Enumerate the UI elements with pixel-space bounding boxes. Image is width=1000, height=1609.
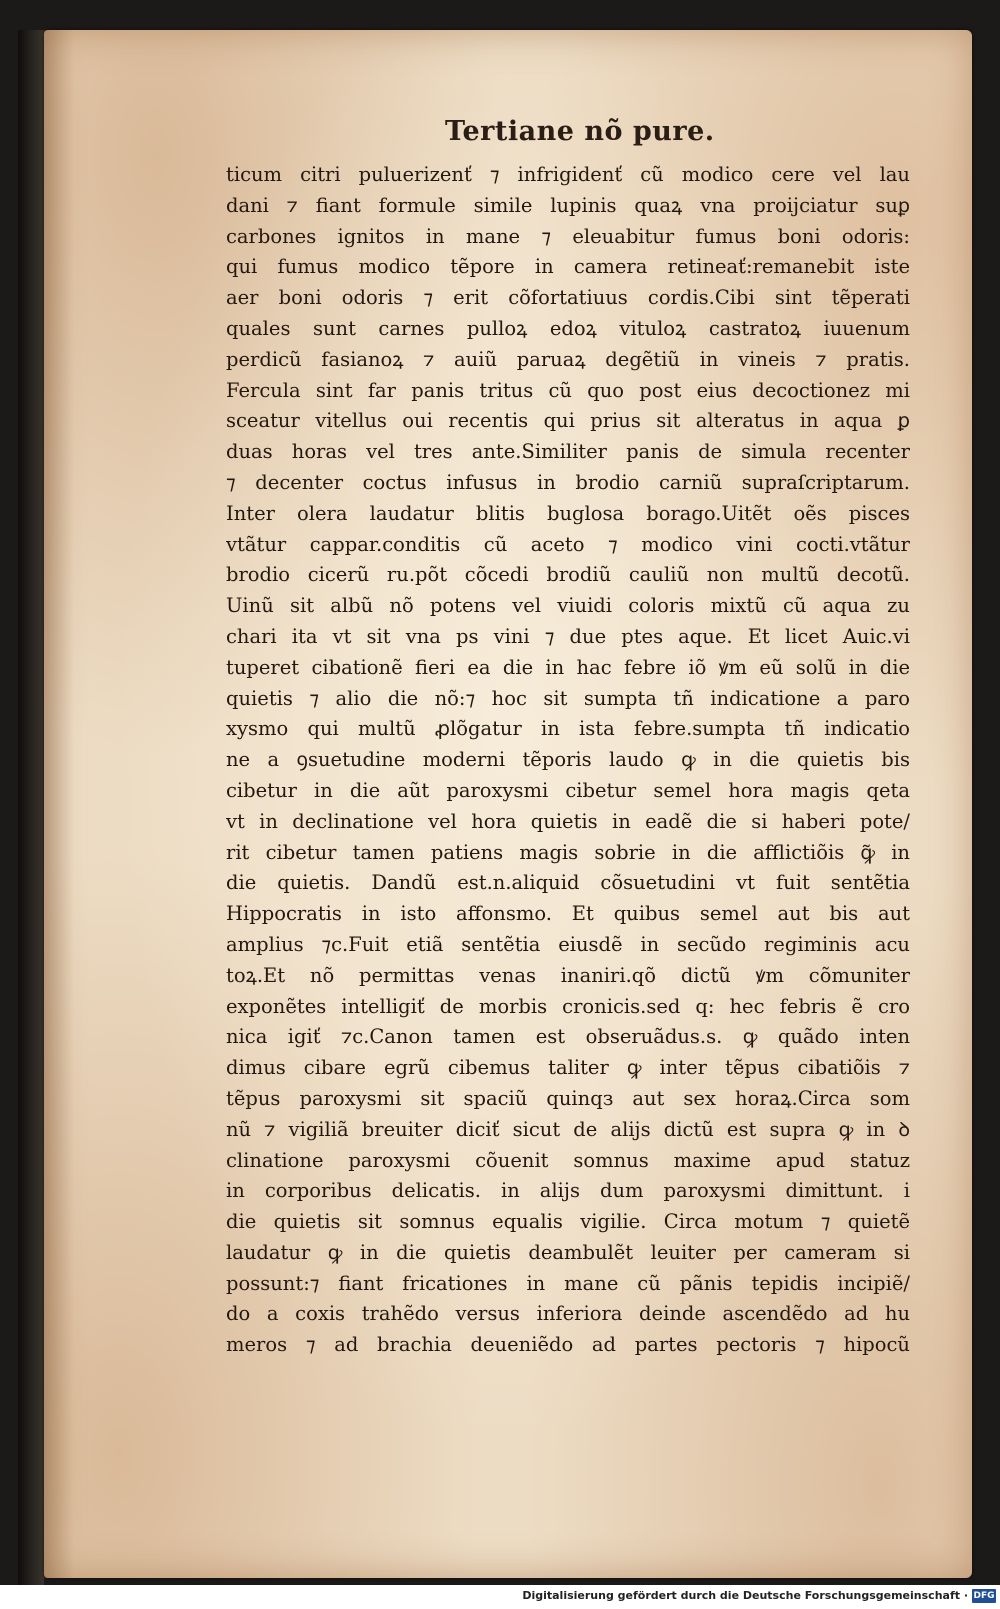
dfg-logo: DFG: [973, 1591, 995, 1601]
text-line: ne a ꝯsuetudine moderni tẽporis laudo ꝙ in die quietis bis: [226, 748, 910, 772]
text-line: qui fumus modico tẽpore in camera retineať:remanebit iste: [226, 255, 910, 279]
text-block: [226, 160, 910, 1361]
text-line: vt in declinatione vel hora quietis in eadẽ die si haberi pote/: [226, 809, 910, 833]
text-line: xysmo qui multũ ꝓlõgatur in ista febre.sumpta tñ indicatio: [226, 717, 910, 741]
text-line: aer boni odoris ⁊ erit cõfortatiuus cordis.Cibi sint tẽperati: [226, 286, 910, 310]
text-line: nica igiť ⁊c.Canon tamen est obseruãdus.s. ꝙ quãdo inten: [226, 1025, 910, 1049]
text-line: quietis ⁊ alio die nõ:⁊ hoc sit sumpta tñ indicatione a paro: [226, 686, 910, 710]
text-line: Fercula sint far panis tritus cũ quo post eius decoctionez mi: [226, 378, 910, 402]
text-line: clinatione paroxysmi cõuenit somnus maxime apud statuz: [226, 1148, 910, 1172]
text-line: nũ ⁊ vigiliã breuiter diciť sicut de alijs dictũ est supra ꝙ in ꝺ: [226, 1117, 910, 1141]
text-line: ⁊ decenter coctus infusus in brodio carniũ supraſcriptarum.: [226, 470, 910, 494]
text-line: amplius ⁊c.Fuit etiã sentẽtia eiusdẽ in secũdo regiminis acu: [226, 932, 910, 956]
text-line: tuperet cibationẽ fieri ea die in hac febre iõ ꝟm eũ solũ in die: [226, 655, 910, 679]
text-line: ticum citri puluerizenť ⁊ infrigidenť cũ modico cere vel lau: [226, 163, 910, 186]
text-line: Inter olera laudatur blitis buglosa borago.Uitẽt oẽs pisces: [226, 501, 910, 525]
text-line: toꝝ.Et nõ permittas venas inaniri.qõ dictũ ꝟm cõmuniter: [226, 963, 910, 987]
text-line: brodio cicerũ ru.põt cõcedi brodiũ cauliũ non multũ decotũ.: [226, 563, 910, 587]
text-line: duas horas vel tres ante.Similiter panis de simula recenter: [226, 440, 910, 464]
text-line: chari ita vt sit vna ps vini ⁊ due ptes aque. Et licet Auic.vi: [226, 624, 910, 648]
text-line: sceatur vitellus oui recentis qui prius sit alteratus in aqua ꝑ: [226, 409, 910, 433]
text-line: vtãtur cappar.conditis cũ aceto ⁊ modico vini cocti.vtãtur: [226, 532, 910, 556]
text-line: dimus cibare egrũ cibemus taliter ꝙ inter tẽpus cibatiõis ⁊: [226, 1056, 910, 1080]
text-line: dani ⁊ fiant formule simile lupinis quaꝝ vna proijciatur suꝑ: [226, 193, 910, 217]
text-line: Uinũ sit albũ nõ potens vel viuidi coloris mixtũ cũ aqua zu: [226, 594, 910, 618]
text-line: exponẽtes intelligiť de morbis cronicis.sed q: hec febris ẽ cro: [226, 994, 910, 1018]
text-line: meros ⁊ ad brachia deueniẽdo ad partes pectoris ⁊ hipocũ: [226, 1333, 910, 1357]
text-line: possunt:⁊ fiant fricationes in mane cũ pãnis tepidis incipiẽ/: [226, 1271, 910, 1295]
text-line: tẽpus paroxysmi sit spaciũ quinqз aut sex horaꝝ.Circa som: [226, 1086, 910, 1110]
text-line: laudatur ꝙ in die quietis deambulẽt leuiter per cameram si: [226, 1240, 910, 1264]
binding-edge: [18, 30, 44, 1585]
text-line: carbones ignitos in mane ⁊ eleuabitur fumus boni odoris:: [226, 224, 910, 248]
running-header: Tertiane nõ pure.: [445, 116, 715, 147]
text-line: rit cibetur tamen patiens magis sobrie in die afflictiõis ꝙ̃ in: [226, 840, 910, 864]
text-line: cibetur in die aũt paroxysmi cibetur semel hora magis qeta: [226, 778, 910, 802]
footer-credit: Digitalisierung gefördert durch die Deutsche Forschungsgemeinschaft ·: [522, 1589, 968, 1602]
text-line: die quietis. Dandũ est.n.aliquid cõsuetudini vt fuit sentẽtia: [226, 871, 910, 895]
digitization-footer: [0, 1585, 1000, 1609]
text-line: Hippocratis in isto affonsmo. Et quibus semel aut bis aut: [226, 902, 910, 926]
text-line: in corporibus delicatis. in alijs dum paroxysmi dimittunt. i: [226, 1179, 910, 1203]
text-line: quales sunt carnes pulloꝝ edoꝝ vituloꝝ castratoꝝ iuuenum: [226, 316, 910, 340]
text-line: perdicũ fasianoꝝ ⁊ auiũ paruaꝝ degẽtiũ in vineis ⁊ pratis.: [226, 347, 910, 371]
text-line: die quietis sit somnus equalis vigilie. Circa motum ⁊ quietẽ: [226, 1210, 910, 1234]
text-line: do a coxis trahẽdo versus inferiora deinde ascendẽdo ad hu: [226, 1302, 910, 1326]
page-gutter: [44, 30, 74, 1578]
